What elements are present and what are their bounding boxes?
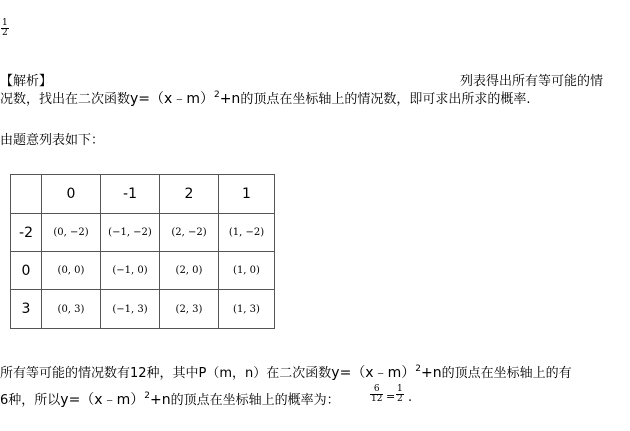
table-row [11, 290, 275, 329]
conclusion-l2-mid: 的顶点在坐标轴上的概率为： [170, 393, 340, 408]
conclusion-line2 [0, 389, 340, 413]
formula-exponent: 2 [144, 391, 150, 401]
table-cell: (1, −2) [219, 214, 275, 252]
table-cell: (0, 0) [42, 252, 101, 290]
formula-main: y=（x﹣m） [60, 392, 145, 408]
intro-text: 由题意列表如下： [0, 133, 105, 148]
conclusion-formula-1 [331, 365, 441, 381]
table-cell: (−1, −2) [101, 214, 160, 252]
analysis-line2 [0, 88, 530, 108]
table-cell: (0, −2) [42, 214, 101, 252]
conclusion-formula-2 [60, 392, 170, 408]
answer-denominator: 2 [2, 28, 8, 38]
table-cell: (0, 3) [42, 290, 101, 329]
table-row [11, 252, 275, 290]
formula-exponent: 2 [415, 364, 421, 374]
fraction-denominator: 2 [397, 394, 403, 404]
row-header: 3 [11, 290, 42, 329]
formula-main: y=（x﹣m） [331, 365, 416, 381]
formula-tail: +n [219, 91, 241, 107]
equals-sign: = [386, 390, 396, 403]
formula-main: y=（x﹣m） [130, 91, 214, 107]
table-header-row [11, 175, 275, 214]
col-header: -1 [101, 175, 160, 214]
row-header: -2 [11, 214, 42, 252]
table-corner-cell [11, 175, 42, 214]
col-header: 1 [219, 175, 275, 214]
formula-exponent: 2 [213, 90, 220, 100]
table-row [11, 214, 275, 252]
table-cell: (−1, 0) [101, 252, 160, 290]
table-cell: (1, 3) [219, 290, 275, 329]
table-cell: (2, 0) [160, 252, 219, 290]
col-header: 0 [42, 175, 101, 214]
analysis-line2-pre: 况数，找出在二次函数 [0, 92, 131, 107]
analysis-line2-post: 的顶点在坐标轴上的情况数，即可求出所求的概率. [240, 92, 531, 107]
table-cell: (2, −2) [160, 214, 219, 252]
conclusion-l1-pre: 所有等可能的情况数有12种，其中P（m，n）在二次函数 [0, 366, 332, 381]
answer-numerator: 1 [2, 18, 8, 28]
table-cell: (−1, 3) [101, 290, 160, 329]
fraction-numerator: 6 [373, 384, 380, 394]
final-period: . [408, 390, 413, 405]
outcome-table [10, 174, 275, 329]
probability-fraction-1 [370, 385, 383, 404]
probability-fraction-2 [396, 385, 404, 404]
answer-fraction [1, 19, 9, 38]
conclusion-line1 [0, 362, 572, 382]
row-header: 0 [11, 252, 42, 290]
table-cell: (2, 3) [160, 290, 219, 329]
conclusion-l2-pre: 6种，所以 [0, 393, 61, 408]
fraction-numerator: 1 [397, 384, 403, 394]
formula-tail: +n [149, 392, 171, 408]
conclusion-l1-post: 的顶点在坐标轴上的有 [441, 366, 572, 381]
fraction-denominator: 12 [371, 394, 383, 404]
analysis-line1-right: 列表得出所有等可能的情 [460, 74, 604, 89]
analysis-formula [130, 91, 240, 107]
analysis-tag: 【解析】 [0, 74, 53, 89]
table-cell: (1, 0) [219, 252, 275, 290]
col-header: 2 [160, 175, 219, 214]
formula-tail: +n [420, 365, 442, 381]
